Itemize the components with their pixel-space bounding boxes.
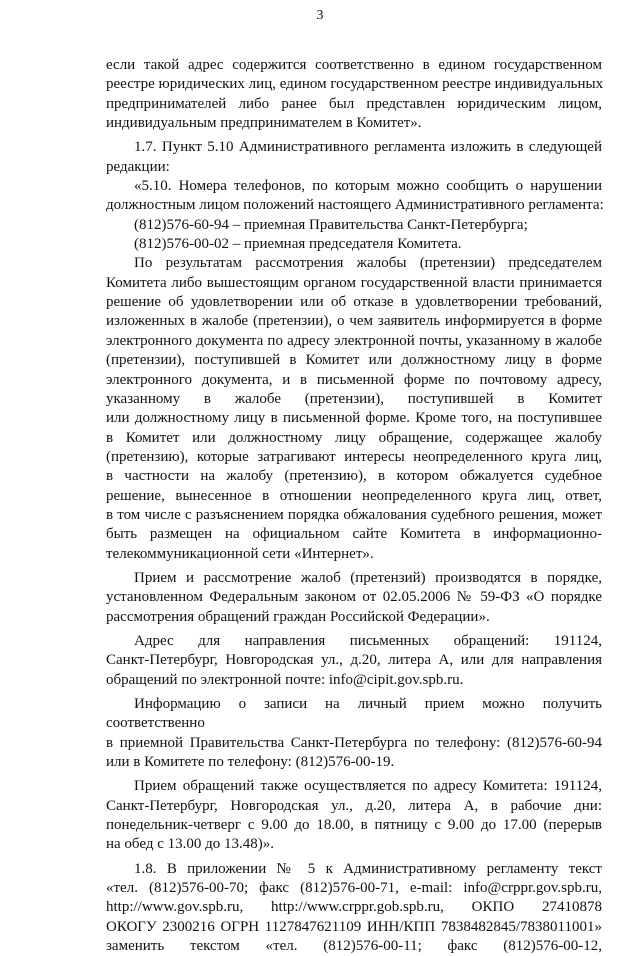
text-line: заменить текстом «тел. (812)576-00-11; факс (812)576-00-12, bbox=[106, 938, 602, 955]
text-line: в частности на жалобу (претензию), в котором обжалуется судебное bbox=[106, 468, 602, 485]
text-line: телекоммуникационной сети «Интернет». bbox=[106, 545, 374, 562]
text-line: индивидуальным предпринимателем в Комитет». bbox=[106, 115, 422, 132]
text-line: если такой адрес содержится соответственно в едином государственном bbox=[106, 57, 602, 73]
text-line: ОКОГУ 2300216 ОГРН 1127847621109 ИНН/КПП 7838482845/7838011001» bbox=[106, 918, 602, 935]
text-line: в том числе с разъяснением порядка обжалования судебного решения, может bbox=[106, 506, 602, 523]
text-line: соответственно bbox=[106, 715, 205, 732]
text-line: «тел. (812)576-00-70; факс (812)576-00-71, e-mail: info@crppr.gov.spb.ru, bbox=[106, 880, 602, 897]
text-line: Информацию о записи на личный прием можно получить bbox=[134, 696, 602, 712]
text-line: решение об удовлетворении или об отказе в удовлетворении требований, bbox=[106, 294, 602, 311]
text-line: электронного документа по адресу электронной почты, указанному в жалобе bbox=[106, 332, 602, 349]
text-line: Прием и рассмотрение жалоб (претензий) производятся в порядке, bbox=[134, 569, 602, 586]
text-line: 1.8. В приложении № 5 к Административному регламенту текст bbox=[134, 860, 602, 877]
text-line: указанному в жалобе (претензии), поступившей в Комитет bbox=[106, 390, 602, 407]
text-line: редакции: bbox=[106, 158, 170, 175]
text-line: Прием обращений также осуществляется по адресу Комитета: 191124, bbox=[134, 778, 602, 795]
text-line: на обед с 13.00 до 13.48)». bbox=[106, 836, 274, 853]
text-line: 1.7. Пункт 5.10 Административного регламента изложить в следующей bbox=[134, 139, 602, 156]
text-line: или должностному лицу в письменной форме. Кроме того, на поступившее bbox=[106, 410, 602, 427]
text-line: изложенных в жалобе (претензии), о чем заявитель информируется в форме bbox=[106, 313, 602, 330]
text-line: Адрес для направления письменных обращений: 191124, bbox=[134, 632, 602, 649]
text-line: или в Комитете по телефону: (812)576-00-19. bbox=[106, 754, 395, 771]
text-line: «5.10. Номера телефонов, по которым можно сообщить о нарушении bbox=[134, 178, 602, 195]
document-body bbox=[106, 56, 602, 956]
text-line: реестре юридических лиц, едином государственном реестре индивидуальных bbox=[106, 76, 604, 93]
text-line: установленном Федеральным законом от 02.05.2006 № 59-ФЗ «О порядке bbox=[106, 589, 602, 606]
text-line: в приемной Правительства Санкт-Петербурга по телефону: (812)576-60-94 bbox=[106, 734, 602, 751]
text-line: По результатам рассмотрения жалобы (претензии) председателем bbox=[134, 255, 602, 272]
text-line: (претензию), которые затрагивают интересы неопределенного круга лиц, bbox=[106, 448, 602, 465]
text-line: (претензии), поступившей в Комитет или должностному лицу в форме bbox=[106, 352, 602, 369]
text-line: Комитета либо вышестоящим органом государственной власти принимается bbox=[106, 274, 602, 291]
text-line: решение, вынесенное в отношении неопределенного круга лиц, ответ, bbox=[106, 487, 602, 504]
text-line: быть размещен на официальном сайте Комитета в информационно- bbox=[106, 526, 602, 543]
text-line: рассмотрения обращений граждан Российской Федерации». bbox=[106, 608, 490, 625]
text-line: Санкт-Петербург, Новгородская ул., д.20, литера А, или для направления bbox=[106, 652, 602, 669]
text-line: в Комитет или должностному лицу обращение, содержащее жалобу bbox=[106, 429, 602, 446]
text-line: предпринимателей либо ранее был представлен юридическим лицом, bbox=[106, 95, 602, 112]
text-line: должностным лицом положений настоящего Административного регламента: bbox=[106, 197, 604, 214]
text-line: обращений по электронной почте: info@cipit.gov.spb.ru. bbox=[106, 671, 464, 688]
text-line: Санкт-Петербург, Новгородская ул., д.20, литера А, в рабочие дни: bbox=[106, 797, 602, 814]
page-number: 3 bbox=[316, 8, 324, 23]
text-line: (812)576-00-02 – приемная председателя Комитета. bbox=[134, 236, 462, 253]
text-line: http://www.gov.spb.ru, http://www.crppr.gob.spb.ru, ОКПО 27410878 bbox=[106, 899, 602, 916]
text-line: (812)576-60-94 – приемная Правительства Санкт-Петербурга; bbox=[134, 216, 528, 233]
text-line: электронного документа, и в письменной форме по почтовому адресу, bbox=[106, 371, 602, 388]
text-line: понедельник-четверг с 9.00 до 18.00, в пятницу с 9.00 до 17.00 (перерыв bbox=[106, 817, 602, 834]
